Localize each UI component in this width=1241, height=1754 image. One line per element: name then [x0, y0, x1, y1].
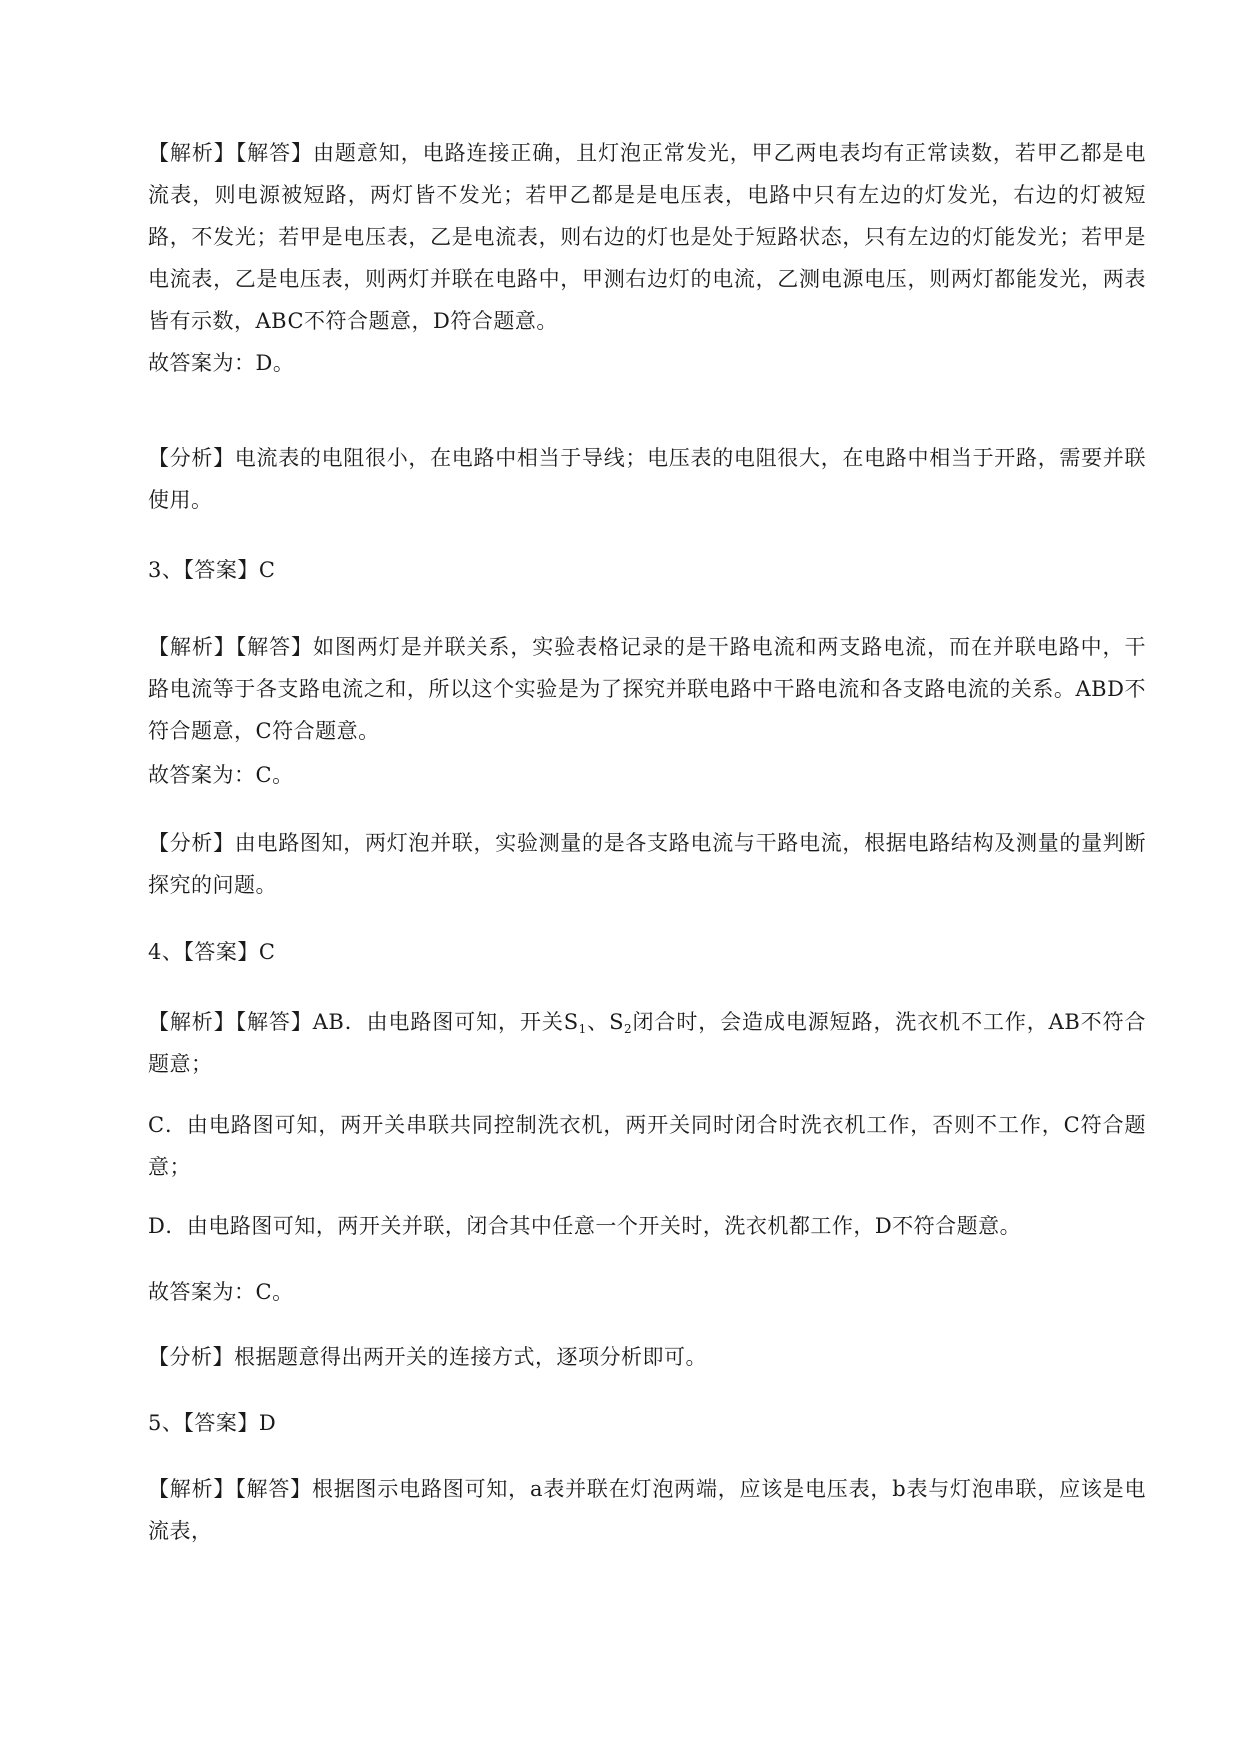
paragraph-remark-q4: 【分析】根据题意得出两开关的连接方式，逐项分析即可。	[148, 1345, 707, 1369]
heading-answer-q4: 4、【答案】C	[148, 940, 276, 964]
paragraph-analysis-q5: 【解析】【解答】根据图示电路图可知，a表并联在灯泡两端，应该是电压表，b表与灯泡串联，应该是电流表，	[148, 1477, 1146, 1543]
paragraph-analysis-q4-d: D．由电路图可知，两开关并联，闭合其中任意一个开关时，洗衣机都工作，D不符合题意。	[148, 1214, 1022, 1238]
paragraph-remark-q3: 【分析】由电路图知，两灯泡并联，实验测量的是各支路电流与干路电流，根据电路结构及测量的量判断探究的问题。	[148, 831, 1146, 897]
heading-answer-q3: 3、【答案】C	[148, 558, 276, 582]
paragraph-analysis-q2: 【解析】【解答】由题意知，电路连接正确，且灯泡正常发光，甲乙两电表均有正常读数，若甲乙都是电流表，则电源被短路，两灯皆不发光；若甲乙都是是电压表，电路中只有左边的灯发光，右边的灯被短路，不发光；若甲是电压表，乙是电流表，则右边的灯也是处于短路状态，只有左边的灯能发光；若甲是电流表，乙是电压表，则两灯并联在电路中，甲测右边灯的电流，乙测电源电压，则两灯都能发光，两表皆有示数，ABC不符合题意，D符合题意。	[148, 141, 1146, 333]
paragraph-analysis-q4-c: C．由电路图可知，两开关串联共同控制洗衣机，两开关同时闭合时洗衣机工作，否则不工作，C符合题意；	[148, 1113, 1146, 1179]
paragraph-analysis-q4-ab: 【解析】【解答】AB．由电路图可知，开关$S_1$、$S_2$闭合时，会造成电源短路，洗衣机不工作，AB不符合题意；	[148, 1010, 1146, 1076]
paragraph-answer-q4: 故答案为：C。	[148, 1280, 294, 1304]
paragraph-analysis-q3: 【解析】【解答】如图两灯是并联关系，实验表格记录的是干路电流和两支路电流，而在并联电路中，干路电流等于各支路电流之和，所以这个实验是为了探究并联电路中干路电流和各支路电流的关系。ABD不符合题意，C符合题意。	[148, 635, 1146, 743]
paragraph-remark-q2: 【分析】电流表的电阻很小，在电路中相当于导线；电压表的电阻很大，在电路中相当于开路，需要并联使用。	[148, 446, 1146, 512]
paragraph-answer-q2: 故答案为：D。	[148, 351, 295, 375]
heading-answer-q5: 5、【答案】D	[148, 1411, 277, 1435]
paragraph-answer-q3: 故答案为：C。	[148, 763, 294, 787]
